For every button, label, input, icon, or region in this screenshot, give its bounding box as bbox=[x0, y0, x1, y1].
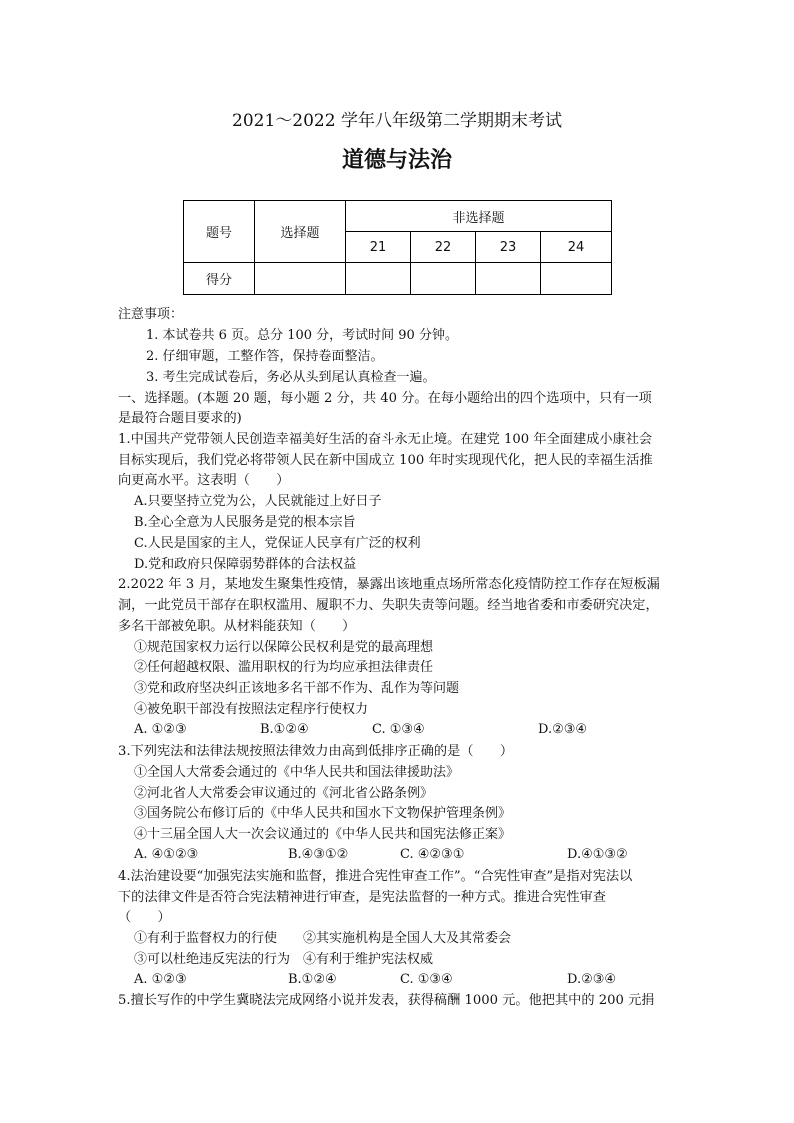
question-2-choice-c: C. ①③④ bbox=[372, 722, 425, 737]
question-3-choice-a: A. ④①②③ bbox=[134, 847, 199, 862]
score-table bbox=[183, 200, 612, 295]
question-3-choice-d: D.④①③② bbox=[567, 847, 628, 862]
question-1-option: D.党和政府只保障弱势群体的合法权益 bbox=[134, 557, 357, 572]
score-cell-23[interactable] bbox=[476, 263, 541, 295]
question-1-option: A.只要坚持立党为公，人民就能过上好日子 bbox=[134, 494, 382, 509]
question-4-text: 下的法律文件是否符合宪法精神进行审查，是宪法监督的一种方式。推进合宪性审查 bbox=[118, 890, 606, 905]
question-2-statement: ②任何超越权限、滥用职权的行为均应承担法律责任 bbox=[134, 660, 434, 675]
score-table-col-22: 22 bbox=[411, 232, 476, 263]
question-4-choice-c: C. ①③④ bbox=[400, 972, 453, 987]
score-table-col-24: 24 bbox=[541, 232, 612, 263]
question-4-text: （ ） bbox=[118, 910, 171, 925]
question-4-choice-d: D.②③④ bbox=[567, 972, 617, 987]
question-5-text: 5.擅长写作的中学生冀晓法完成网络小说并发表，获得稿酬 1000 元。他把其中的 200 元捐 bbox=[118, 993, 655, 1008]
question-1-option: B.全心全意为人民服务是党的根本宗旨 bbox=[134, 515, 356, 530]
question-3-statement: ②河北省人大常委会审议通过的《河北省公路条例》 bbox=[134, 786, 434, 801]
question-1-text: 目标实现后，我们党必将带领人民在新中国成立 100 年时实现现代化，把人民的幸福生活推 bbox=[118, 453, 653, 468]
exam-title: 2021～2022 学年八年级第二学期期末考试 bbox=[232, 111, 562, 131]
notes-heading: 注意事项： bbox=[118, 307, 184, 322]
score-table-row-label: 得分 bbox=[184, 263, 255, 295]
question-4-choice-a: A. ①②③ bbox=[134, 972, 187, 987]
score-cell-22[interactable] bbox=[411, 263, 476, 295]
notes-item: 2. 仔细审题，工整作答，保持卷面整洁。 bbox=[146, 349, 384, 364]
question-3-choice-b: B.④③①② bbox=[288, 847, 349, 862]
notes-item: 3. 考生完成试卷后，务必从头到尾认真检查一遍。 bbox=[146, 370, 436, 385]
question-2-statement: ④被免职干部没有按照法定程序行使权力 bbox=[134, 702, 369, 717]
score-table-col-21: 21 bbox=[346, 232, 411, 263]
section-instructions: 一、选择题。(本题 20 题，每小题 2 分，共 40 分。在每小题给出的四个选项中，只有一项 bbox=[118, 391, 652, 406]
question-2-statement: ①规范国家权力运行以保障公民权利是党的最高理想 bbox=[134, 640, 434, 655]
score-cell-choice[interactable] bbox=[255, 263, 346, 295]
question-4-text: 4.法治建设要“加强宪法实施和监督，推进合宪性审查工作”。“合宪性审查”是指对宪法以 bbox=[118, 869, 633, 884]
score-table-col-23: 23 bbox=[476, 232, 541, 263]
question-2-statement: ③党和政府坚决纠正该地多名干部不作为、乱作为等问题 bbox=[134, 681, 460, 696]
question-3-choice-c: C. ④②③① bbox=[400, 847, 465, 862]
question-3-statement: ①全国人大常委会通过的《中华人民共和国法律援助法》 bbox=[134, 765, 460, 780]
question-4-choice-b: B.①②④ bbox=[288, 972, 337, 987]
question-1-text: 向更高水平。这表明（ ） bbox=[118, 473, 290, 488]
question-3-text: 3.下列宪法和法律法规按照法律效力由高到低排序正确的是（ ） bbox=[118, 744, 514, 759]
subject-title: 道德与法治 bbox=[341, 148, 452, 173]
notes-item: 1. 本试卷共 6 页。总分 100 分，考试时间 90 分钟。 bbox=[146, 328, 458, 343]
question-2-choice-b: B.①②④ bbox=[260, 722, 309, 737]
question-2-text: 2.2022 年 3 月，某地发生聚集性疫情，暴露出该地重点场所常态化疫情防控工作存在短板漏 bbox=[118, 577, 660, 592]
score-table-header-no: 题号 bbox=[184, 201, 255, 263]
question-4-statement: ①有利于监督权力的行使 ②其实施机构是全国人大及其常委会 bbox=[134, 931, 512, 946]
question-2-text: 洞，一此党员干部存在职权滥用、履职不力、失职失责等问题。经当地省委和市委研究决定， bbox=[118, 598, 659, 613]
question-1-option: C.人民是国家的主人，党保证人民享有广泛的权利 bbox=[134, 536, 421, 551]
question-3-statement: ④十三届全国人大一次会议通过的《中华人民共和国宪法修正案》 bbox=[134, 827, 512, 842]
question-4-statement: ③可以杜绝违反宪法的行为 ④有利于维护宪法权威 bbox=[134, 952, 434, 967]
question-2-choice-d: D.②③④ bbox=[538, 722, 588, 737]
question-2-text: 多名干部被免职。从材料能获知（ ） bbox=[118, 619, 356, 634]
question-2-choice-a: A. ①②③ bbox=[134, 722, 187, 737]
score-table-header-choice: 选择题 bbox=[255, 201, 346, 263]
score-cell-21[interactable] bbox=[346, 263, 411, 295]
section-instructions: 是最符合题目要求的) bbox=[118, 411, 242, 426]
question-1-text: 1.中国共产党带领人民创造幸福美好生活的奋斗永无止境。在建党 100 年全面建成小康社会 bbox=[118, 432, 653, 447]
score-table-header-non-choice: 非选择题 bbox=[346, 201, 612, 232]
question-3-statement: ③国务院公布修订后的《中华人民共和国水下文物保护管理条例》 bbox=[134, 806, 512, 821]
score-cell-24[interactable] bbox=[541, 263, 612, 295]
